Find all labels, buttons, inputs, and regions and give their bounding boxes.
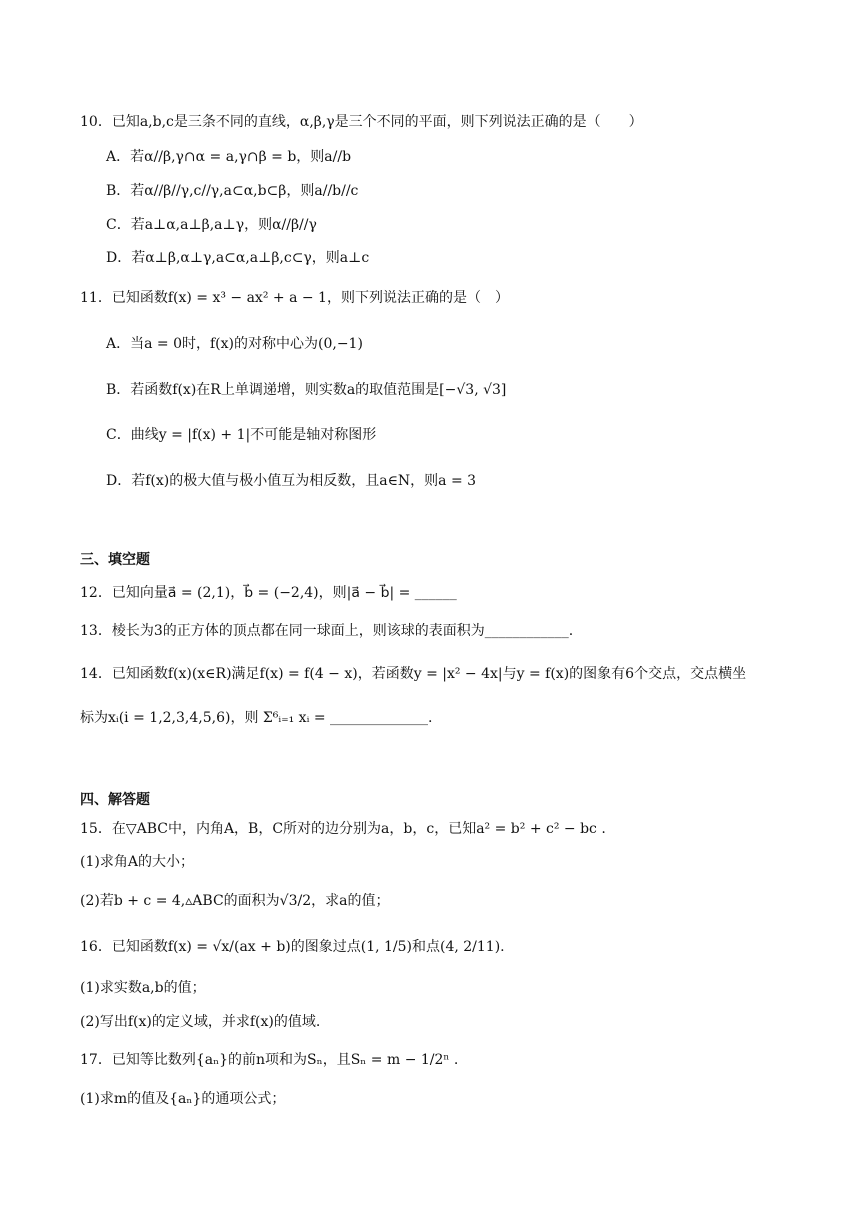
- q10-option-c: C．若a⊥α,a⊥β,a⊥γ，则α//β//γ: [106, 217, 317, 233]
- q13: 13．棱长为3的正方体的顶点都在同一球面上，则该球的表面积为____________.: [80, 623, 574, 639]
- q10-stem: 10．已知a,b,c是三条不同的直线，α,β,γ是三个不同的平面，则下列说法正确的是（ ）: [80, 114, 643, 130]
- q11-option-a: A．当a = 0时，f(x)的对称中心为(0,−1): [106, 336, 363, 352]
- q14-line2: 标为xᵢ(i = 1,2,3,4,5,6)，则 Σ⁶ᵢ₌₁ xᵢ = ______________.: [80, 710, 433, 726]
- q10-option-d: D．若α⊥β,α⊥γ,a⊂α,a⊥β,c⊂γ，则a⊥c: [106, 250, 370, 266]
- q12: 12．已知向量a⃗ = (2,1)，b⃗ = (−2,4)，则|a⃗ − b⃗| = ______: [80, 585, 457, 601]
- q16-part1: (1)求实数a,b的值；: [80, 980, 206, 996]
- section-fill-in: 三、填空题: [80, 552, 150, 568]
- q11-option-b: B．若函数f(x)在R上单调递增，则实数a的取值范围是[−√3, √3]: [106, 382, 507, 398]
- q15-part1: (1)求角A的大小；: [80, 854, 194, 870]
- q11-option-d: D．若f(x)的极大值与极小值互为相反数，且a∈N，则a = 3: [106, 473, 477, 489]
- q17-part1: (1)求m的值及{aₙ}的通项公式；: [80, 1091, 286, 1107]
- q10-option-b: B．若α//β//γ,c//γ,a⊂α,b⊂β，则a//b//c: [106, 183, 359, 199]
- q16-stem: 16．已知函数f(x) = √x/(ax + b)的图象过点(1, 1/5)和点(4, 2/11).: [80, 939, 505, 955]
- q17-stem: 17．已知等比数列{aₙ}的前n项和为Sₙ，且Sₙ = m − 1/2ⁿ .: [80, 1052, 459, 1068]
- q14-line1: 14．已知函数f(x)(x∈R)满足f(x) = f(4 − x)，若函数y = |x² − 4x|与y = f(x)的图象有6个交点，交点横坐: [80, 666, 747, 682]
- q11-stem: 11．已知函数f(x) = x³ − ax² + a − 1，则下列说法正确的是（ ）: [80, 290, 509, 306]
- q11-option-c: C．曲线y = |f(x) + 1|不可能是轴对称图形: [106, 427, 377, 443]
- q16-part2: (2)写出f(x)的定义域，并求f(x)的值域.: [80, 1014, 321, 1030]
- q10-option-a: A．若α//β,γ∩α = a,γ∩β = b，则a//b: [106, 149, 352, 165]
- q15-part2: (2)若b + c = 4,▵ABC的面积为√3/2，求a的值；: [80, 893, 390, 909]
- q15-stem: 15．在▽ABC中，内角A，B，C所对的边分别为a，b，c，已知a² = b² + c² − bc .: [80, 821, 606, 837]
- section-solutions: 四、解答题: [80, 792, 150, 808]
